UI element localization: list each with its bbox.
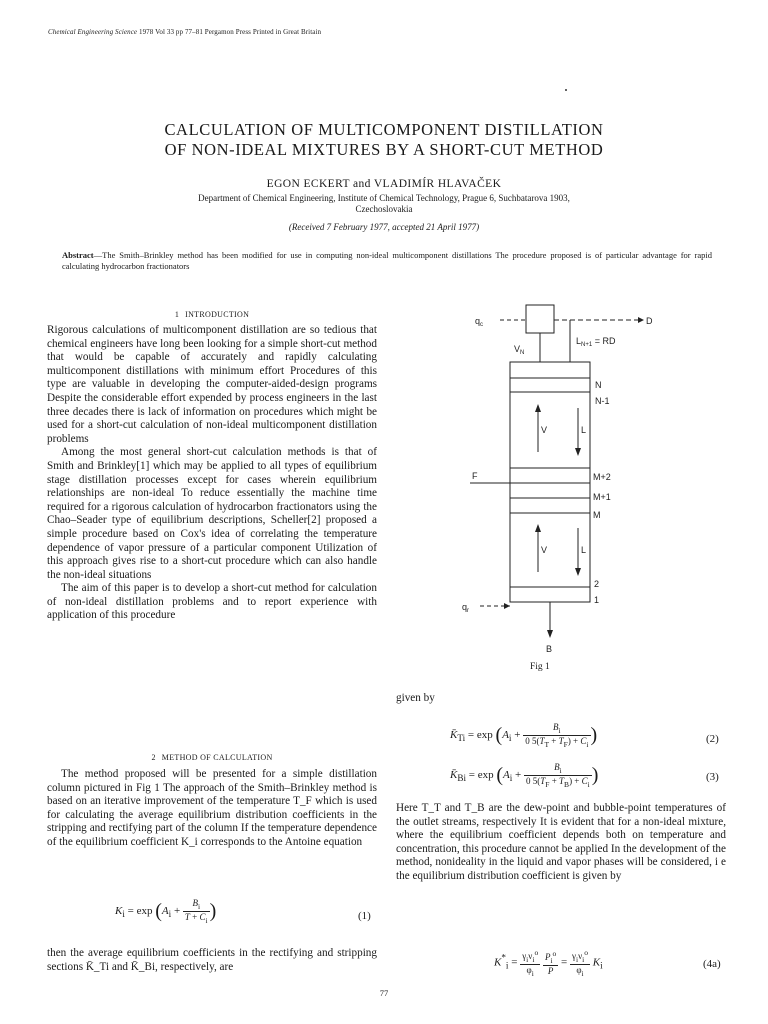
label-tray-2: 2 bbox=[594, 579, 600, 589]
col2-body bbox=[396, 802, 726, 884]
equation-3: $K̄_{Bi} = \exp (A_i$ + $\frac{B_i}{0 5(T_F + T_B) + C_i}$ ) bbox=[450, 762, 599, 789]
authors: EGON ECKERT and VLADIMÍR HLAVAČEK bbox=[266, 178, 502, 190]
label-tray-n: N bbox=[595, 380, 602, 390]
given-by-text: given by bbox=[396, 692, 435, 704]
section2-heading: 2 METHOD OF CALCULATION bbox=[151, 753, 273, 762]
paper-title-line1: CALCULATION OF MULTICOMPONENT DISTILLATION bbox=[164, 120, 604, 139]
section2-body bbox=[47, 768, 377, 850]
page-number: 77 bbox=[379, 988, 389, 998]
affiliation bbox=[110, 193, 658, 215]
section1-heading: 1 INTRODUCTION bbox=[174, 310, 250, 319]
section2-continuation bbox=[47, 947, 377, 974]
col2-paragraph1: Here T_T and T_B are the dew-point and bubble-point temperatures of the outlet streams, respectively It is evident that for a non-ideal mixture, where the equilibrium coefficient depends both on temperature and concentration, this procedure cannot be applied In the development of the method, nonideality in the liquid and vapor phases will be considered, i e the equilibrium distribution coefficient is given by bbox=[396, 802, 726, 882]
figure-1-caption: Fig 1 bbox=[530, 662, 550, 672]
label-d: D bbox=[646, 316, 653, 326]
label-l-top: L bbox=[581, 425, 587, 435]
label-tray-n-1: N-1 bbox=[595, 396, 610, 406]
equation-3-number: (3) bbox=[706, 771, 719, 783]
condenser-box bbox=[526, 305, 554, 333]
label-l-bot: L bbox=[581, 545, 587, 555]
equation-2: $K̄_{Ti} = \exp (A_i$ + $\frac{B_i}{0 5(T_T + T_F) + C_i}$ ) bbox=[450, 722, 598, 749]
label-tray-m2: M+2 bbox=[593, 472, 611, 482]
label-v-bot: V bbox=[541, 545, 548, 555]
affiliation-line1: Department of Chemical Engineering, Institute of Chemical Technology, Prague 6, Suchbatarova 1903, bbox=[198, 193, 570, 203]
speck bbox=[565, 89, 567, 91]
label-tray-m1: M+1 bbox=[593, 492, 611, 502]
label-v-top: V bbox=[541, 425, 548, 435]
journal-name: Chemical Engineering Science bbox=[48, 28, 138, 36]
section1-paragraph1: Rigorous calculations of multicomponent distillation are so tedious that chemical engineers have long been looking for a simple short-cut method that would be capable of accurately and rapidly calculating multicomponent distillations with minimum effort Procedures of this type are valuable in developing the computer-aided-design programs Despite the considerable effort expended by process engineers in the last three decades there is lack of information on procedures which might be used for a short-cut calculation of non-ideal multicomponent distillation problems bbox=[47, 324, 377, 445]
journal-details: 1978 Vol 33 pp 77–81 Pergamon Press Printed in Great Britain bbox=[138, 28, 322, 36]
section2-paragraph2: then the average equilibrium coefficients in the rectifying and stripping sections K̄_Ti and K̄_Bi, respectively, are bbox=[47, 947, 377, 973]
label-b: B bbox=[546, 644, 553, 654]
label-qc: $q_c$ bbox=[475, 316, 484, 328]
abstract-text: —The Smith–Brinkley method has been modified for use in computing non-ideal multicomponent distillations The procedure proposed is of particular advantage for rapid calculating hydrocarbon fractionators bbox=[62, 250, 712, 271]
label-qr: $q_r$ bbox=[462, 602, 470, 614]
section2-paragraph1: The method proposed will be presented for a simple distillation column pictured in Fig 1 The approach of the Smith–Brinkley method is based on an iterative improvement of the temperature T_F which is used for calculating the average equilibrium distribution coefficients in the stripping and rectifying part of the column If the temperature dependence of the equilibrium coefficient K_i corresponds to the Antoine equation bbox=[47, 768, 377, 848]
equation-1: $K_i = \exp (A_i$ + $\frac{B_i}{T + C_i}$ ) bbox=[115, 898, 217, 925]
section1-paragraph2: Among the most general short-cut calculation methods is that of Smith and Brinkley[1] which may be applied to all types of equilibrium stage distillation processes except for cases wherein equilibrium relationships are non-ideal To reduce essentially the machine time required for a rigorous calculation of hydrocarbon fractionators using the Chao–Seader type of equilibrium descriptions, Scheller[2] proposed a simple procedure based on Cox's idea of correlating the temperature dependence of vapor pressure of a particular component Utilization of this approach gives rise to a short-cut procedure which can also handle the non-ideal situations bbox=[47, 446, 377, 581]
figure-1-column-diagram bbox=[440, 300, 680, 690]
equation-4a-number: (4a) bbox=[703, 958, 721, 970]
equation-1-number: (1) bbox=[358, 910, 371, 922]
section1-body bbox=[47, 324, 377, 623]
journal-line bbox=[48, 28, 321, 36]
affiliation-line2: Czechoslovakia bbox=[355, 204, 413, 214]
label-tray-m: M bbox=[593, 510, 601, 520]
label-tray-1: 1 bbox=[594, 595, 600, 605]
abstract bbox=[62, 250, 712, 272]
abstract-label: Abstract bbox=[62, 250, 94, 260]
label-vn: $V_N$ bbox=[514, 344, 525, 356]
equation-2-number: (2) bbox=[706, 733, 719, 745]
label-f: F bbox=[472, 471, 478, 481]
received-dates: (Received 7 February 1977, accepted 21 April 1977) bbox=[288, 222, 480, 232]
paper-title-line2: OF NON-IDEAL MIXTURES BY A SHORT-CUT METHOD bbox=[164, 140, 604, 159]
section1-paragraph3: The aim of this paper is to develop a short-cut method for calculation of non-ideal distillation problems and to report experience with application of this procedure bbox=[47, 582, 377, 622]
label-ln: $L_{N+1}$ = RD bbox=[576, 336, 616, 348]
equation-4a: $K^*_i$ = $\frac{\gamma_i\nu_i^o}{\varphi_i}$ $\frac{P_i^o}{P}$ = $\frac{\gamma_i\nu_i^o}{\varphi_i}$ $K_i$ bbox=[494, 948, 603, 978]
